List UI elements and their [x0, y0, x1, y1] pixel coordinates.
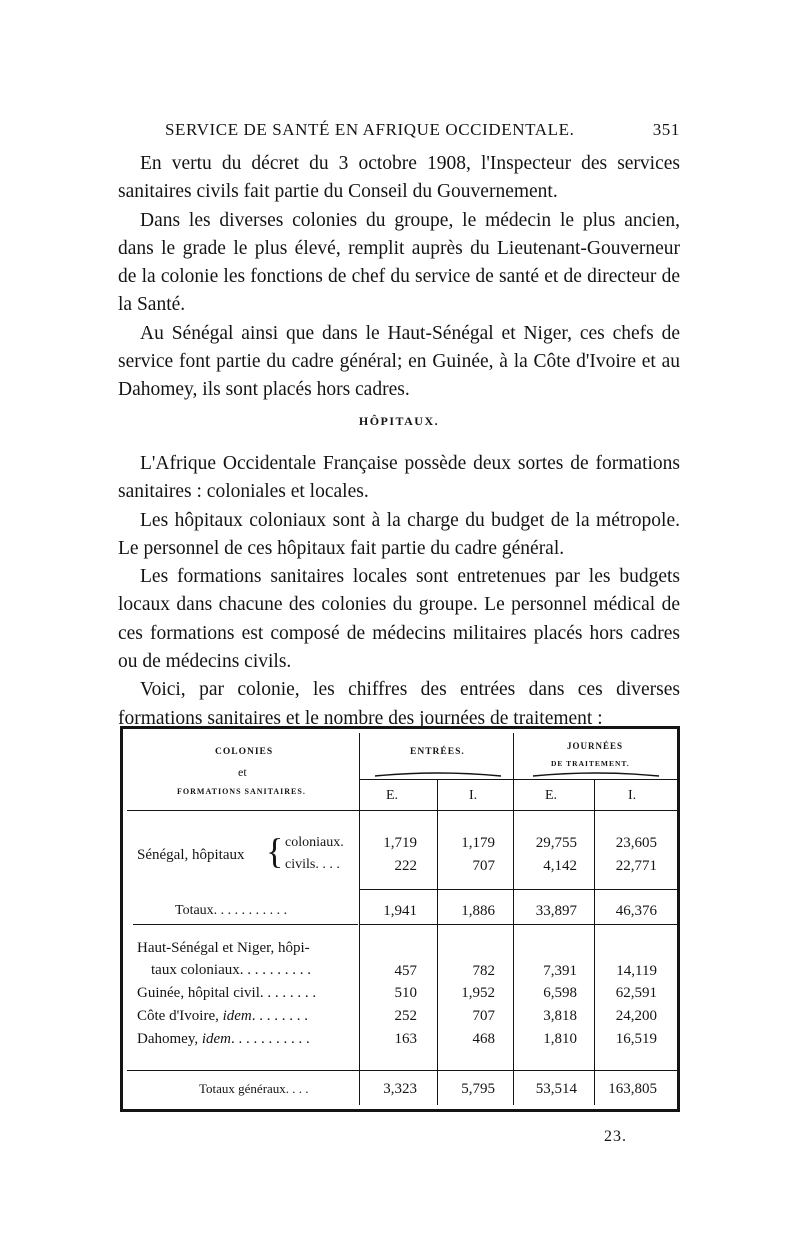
cell-ci-journees-i: 24,200 [615, 1008, 657, 1024]
cell-ci-entrees-e: 252 [394, 1008, 417, 1024]
row-rule [359, 924, 677, 925]
column-rule [359, 733, 360, 1105]
row-label-totaux: Totaux. . . . . . . . . . . [175, 903, 288, 918]
row-rule [513, 889, 677, 890]
cell-hsn-journees-i: 14,119 [616, 963, 657, 979]
cell-dah-journees-i: 16,519 [615, 1031, 657, 1047]
header-colonies: COLONIES [215, 747, 274, 757]
header-formations: FORMATIONS SANITAIRES. [177, 787, 306, 796]
sub-header-journees-i: I. [628, 788, 637, 803]
cell-senegal-civ-journees-i: 22,771 [615, 858, 657, 874]
section-title: HÔPITAUX. [358, 414, 440, 428]
row-label-hsn-1: Haut-Sénégal et Niger, hôpi- [137, 940, 310, 956]
cell-senegal-col-journees-e: 29,755 [535, 835, 577, 851]
cell-dah-entrees-i: 468 [472, 1031, 495, 1047]
cell-totaux-entrees-i: 1,886 [461, 903, 495, 919]
row-label-dots: . . . . . . . . [251, 1008, 309, 1024]
row-rule [127, 1070, 677, 1071]
paragraph: Les formations sanitaires locales sont entretenues par les budgets locaux dans chacune des colonies du groupe. Le personnel médical de ces formations est composé de médecins militaires placés hors cadres ou de médecins civils. [118, 566, 680, 673]
running-title: SERVICE DE SANTÉ EN AFRIQUE OCCIDENTALE. [165, 120, 575, 139]
body-text-top [118, 150, 680, 405]
row-label-hsn-2: taux coloniaux. . . . . . . . . . [151, 962, 311, 978]
row-label-totaux-generaux: Totaux généraux. . . . [199, 1081, 309, 1096]
cell-ci-journees-e: 3,818 [543, 1008, 577, 1024]
row-label-idem: idem [222, 1008, 252, 1024]
header-et: et [238, 765, 247, 779]
brace: { [266, 831, 284, 871]
paragraph: L'Afrique Occidentale Française possède deux sortes de formations sanitaires : coloniales et locales. [118, 453, 680, 503]
cell-tg-journees-e: 53,514 [535, 1081, 577, 1097]
header-swash [531, 771, 661, 777]
cell-guinee-journees-e: 6,598 [543, 985, 577, 1001]
cell-dah-entrees-e: 163 [394, 1031, 417, 1047]
column-rule [437, 779, 438, 1105]
sub-header-journees-e: E. [545, 788, 558, 803]
row-rule [127, 810, 677, 811]
cell-senegal-civ-journees-e: 4,142 [543, 858, 577, 874]
row-label-dahomey [137, 1031, 310, 1048]
row-label-cote-ivoire [137, 1008, 308, 1025]
cell-totaux-entrees-e: 1,941 [383, 903, 417, 919]
row-label-dots: . . . . . . . . . . . [231, 1031, 310, 1047]
row-label-idem: idem [201, 1031, 232, 1047]
row-rule [359, 889, 514, 890]
row-sublabel-civils: civils. . . . [285, 857, 340, 872]
column-rule [594, 779, 595, 1105]
cell-totaux-journees-i: 46,376 [615, 903, 657, 919]
cell-senegal-col-entrees-i: 1,179 [461, 835, 495, 851]
cell-hsn-journees-e: 7,391 [543, 963, 577, 979]
paragraph: Voici, par colonie, les chiffres des entrées dans ces diverses formations sanitaires et le nombre des journées de traitement : [118, 679, 680, 729]
paragraph: En vertu du décret du 3 octobre 1908, l'Inspecteur des services sanitaires civils fait partie du Conseil du Gouvernement. [118, 153, 680, 203]
header-entrees: ENTRÉES. [410, 747, 465, 757]
signature-mark: 23. [604, 1128, 627, 1145]
cell-hsn-entrees-e: 457 [394, 963, 417, 979]
sub-header-entrees-i: I. [469, 788, 478, 803]
cell-tg-entrees-i: 5,795 [461, 1081, 495, 1097]
cell-guinee-entrees-i: 1,952 [461, 985, 495, 1001]
cell-senegal-civ-entrees-e: 222 [394, 858, 417, 874]
row-sublabel-coloniaux: coloniaux. [285, 835, 344, 850]
cell-ci-entrees-i: 707 [472, 1008, 495, 1024]
row-label-senegal: Sénégal, hôpitaux [137, 847, 245, 863]
cell-dah-journees-e: 1,810 [543, 1031, 577, 1047]
cell-totaux-journees-e: 33,897 [535, 903, 577, 919]
statistics-table [120, 726, 680, 1112]
cell-senegal-col-entrees-e: 1,719 [383, 835, 417, 851]
cell-tg-journees-i: 163,805 [608, 1081, 657, 1097]
cell-guinee-entrees-e: 510 [394, 985, 417, 1001]
header-journees: JOURNÉES [567, 741, 624, 751]
sub-header-entrees-e: E. [386, 788, 399, 803]
row-rule [133, 924, 358, 925]
paragraph: Au Sénégal ainsi que dans le Haut-Sénégal et Niger, ces chefs de service font partie du cadre général; en Guinée, à la Côte d'Ivoire et au Dahomey, ils sont placés hors cadres. [118, 322, 680, 401]
cell-senegal-civ-entrees-i: 707 [472, 858, 495, 874]
paragraph: Dans les diverses colonies du groupe, le médecin le plus ancien, dans le grade le plus élevé, remplit auprès du Lieutenant-Gouverneur de la colonie les fonctions de chef du service de santé et de directeur de la Santé. [118, 209, 680, 316]
row-label-guinee: Guinée, hôpital civil. . . . . . . . [137, 985, 317, 1001]
header-de-traitement: DE TRAITEMENT. [551, 759, 630, 768]
row-rule [359, 779, 677, 780]
column-rule [513, 733, 514, 1105]
running-header [165, 116, 680, 144]
paragraph: Les hôpitaux coloniaux sont à la charge du budget de la métropole. Le personnel de ces hôpitaux fait partie du cadre général. [118, 509, 680, 559]
cell-tg-entrees-e: 3,323 [383, 1081, 417, 1097]
cell-guinee-journees-i: 62,591 [615, 985, 657, 1001]
cell-senegal-col-journees-i: 23,605 [615, 835, 657, 851]
row-label-dahomey-name: Dahomey, [137, 1031, 202, 1047]
page-number: 351 [652, 120, 680, 139]
row-label-cote-ivoire-name: Côte d'Ivoire, [137, 1008, 223, 1024]
body-text-bottom [118, 450, 680, 733]
header-swash [373, 771, 503, 777]
cell-hsn-entrees-i: 782 [472, 963, 495, 979]
